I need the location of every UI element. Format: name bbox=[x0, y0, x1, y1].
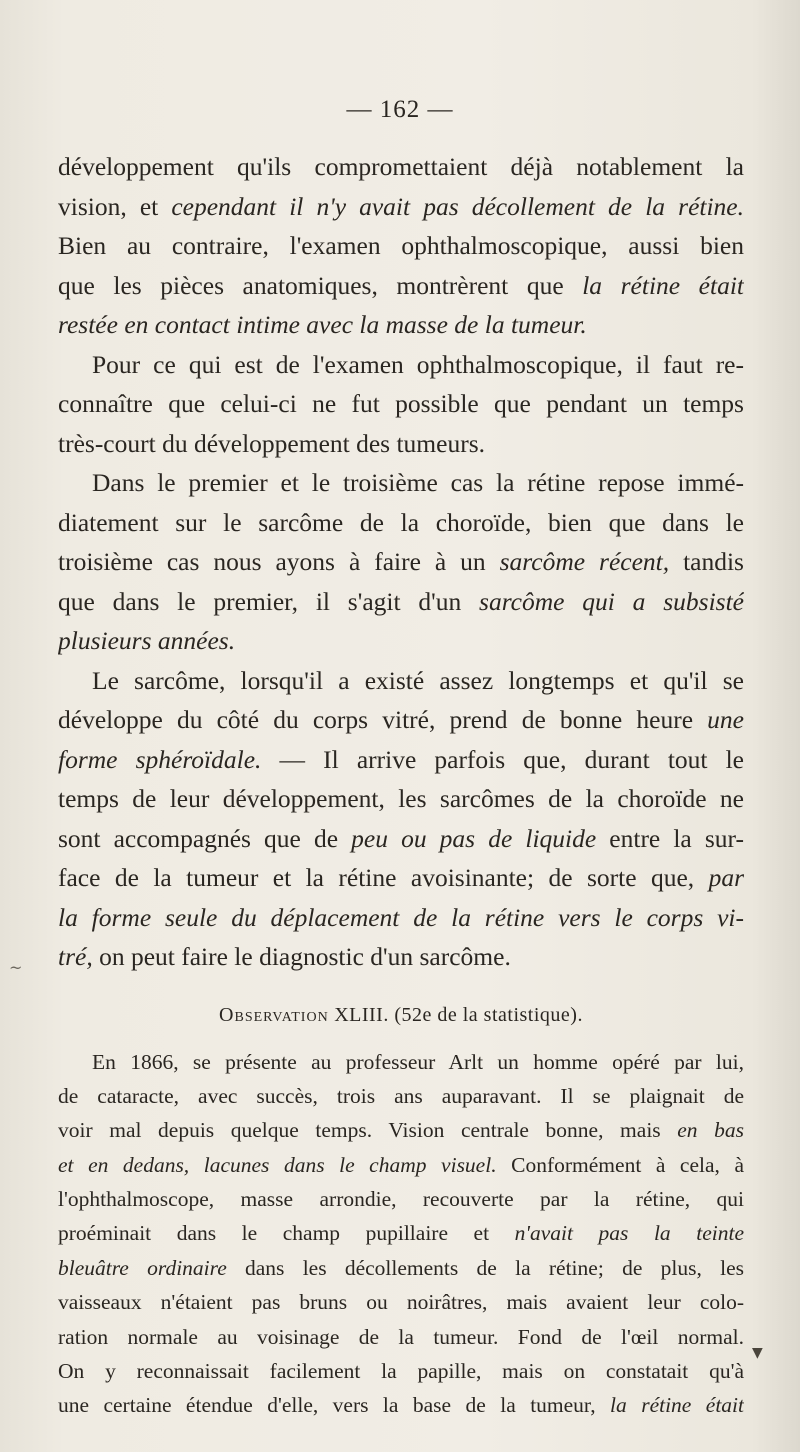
text-span: Conformément à cela, à bbox=[496, 1152, 744, 1177]
text-span: Bien au contraire, l'examen ophthalmoscopique, aussi bien bbox=[58, 231, 744, 260]
italic-text: sarcôme qui a subsisté bbox=[479, 586, 744, 616]
italic-text: peu ou pas de liquide bbox=[351, 823, 597, 853]
text-line bbox=[58, 1182, 744, 1216]
observation-number: XLIII. bbox=[334, 1003, 389, 1026]
text-span: Pour ce qui est de l'examen ophthalmoscopique, il faut re- bbox=[92, 349, 744, 379]
body-paragraphs bbox=[58, 147, 744, 977]
text-line bbox=[58, 621, 744, 661]
text-span: diatement sur le sarcôme de la choroïde, bien que dans le bbox=[58, 507, 744, 537]
text-span: ration normale au voisinage de la tumeur. Fond de l'œil normal. bbox=[58, 1324, 744, 1349]
text-span: connaître que celui-ci ne fut possible que pendant un temps bbox=[58, 389, 744, 418]
text-line bbox=[58, 858, 744, 898]
italic-text: tré, bbox=[58, 942, 93, 971]
text-span: entre la sur- bbox=[596, 823, 744, 853]
text-span: très-court du développement des tumeurs. bbox=[58, 428, 486, 458]
text-line bbox=[58, 1113, 744, 1147]
text-line bbox=[58, 266, 744, 306]
text-line bbox=[58, 819, 744, 859]
text-span: tandis bbox=[669, 547, 744, 576]
text-line bbox=[58, 147, 744, 187]
text-span: troisième cas nous ayons à faire à un bbox=[58, 547, 500, 576]
text-span: l'ophthalmoscope, masse arrondie, recouverte par la rétine, qui bbox=[58, 1187, 744, 1212]
text-span: de cataracte, avec succès, trois ans auparavant. Il se plaignait de bbox=[58, 1083, 744, 1108]
text-line bbox=[58, 937, 744, 977]
observation-note: (52e de la statistique). bbox=[394, 1003, 583, 1026]
italic-text: plusieurs années. bbox=[58, 626, 236, 655]
text-line bbox=[58, 424, 744, 464]
text-line bbox=[58, 503, 744, 543]
text-span: développe du côté du corps vitré, prend de bonne heure bbox=[58, 705, 708, 734]
italic-text: une bbox=[707, 705, 744, 734]
text-span: on peut faire le diagnostic d'un sarcôme. bbox=[92, 942, 511, 971]
text-line bbox=[58, 1354, 744, 1388]
text-span: que dans le premier, il s'agit d'un bbox=[58, 586, 480, 616]
text-line bbox=[58, 898, 744, 938]
text-line bbox=[58, 700, 744, 740]
observation-paragraph bbox=[58, 1045, 744, 1423]
ornament-icon: ▼ bbox=[752, 1345, 763, 1361]
text-line bbox=[58, 226, 744, 266]
italic-text: la forme seule du déplacement de la rétine vers le corps vi- bbox=[58, 902, 744, 932]
italic-text: la rétine était bbox=[610, 1393, 744, 1418]
text-line bbox=[58, 305, 744, 345]
observation-heading bbox=[58, 997, 744, 1033]
italic-text: n'avait pas la teinte bbox=[514, 1221, 744, 1246]
text-line bbox=[58, 187, 744, 227]
text-line bbox=[58, 661, 744, 701]
italic-text: sarcôme récent, bbox=[499, 547, 670, 576]
text-span: vision, et bbox=[58, 191, 172, 221]
text-span: — Il arrive parfois que, durant tout le bbox=[261, 744, 744, 774]
text-line bbox=[58, 1320, 744, 1354]
text-span: proéminait dans le champ pupillaire et bbox=[58, 1221, 515, 1246]
text-line bbox=[58, 1079, 744, 1113]
text-span: que les pièces anatomiques, montrèrent que bbox=[58, 270, 583, 300]
text-line bbox=[58, 582, 744, 622]
italic-text: et en dedans, lacunes dans le champ visuel. bbox=[58, 1152, 497, 1177]
text-span: sont accompagnés que de bbox=[58, 823, 352, 853]
text-span: temps de leur développement, les sarcômes de la choroïde ne bbox=[58, 784, 744, 813]
italic-text: bleuâtre ordinaire bbox=[58, 1255, 227, 1280]
italic-text: la rétine était bbox=[582, 270, 744, 300]
italic-text: par bbox=[708, 863, 744, 892]
text-line bbox=[58, 740, 744, 780]
observation-label: Observation bbox=[219, 1003, 329, 1026]
text-line bbox=[58, 463, 744, 503]
text-span: une certaine étendue d'elle, vers la base de la tumeur, bbox=[58, 1393, 611, 1418]
italic-text: forme sphéroïdale. bbox=[58, 744, 262, 774]
italic-text: restée en contact intime avec la masse de la tumeur. bbox=[58, 310, 587, 339]
text-span: vaisseaux n'étaient pas bruns ou noirâtres, mais avaient leur colo- bbox=[58, 1290, 744, 1315]
italic-text: en bas bbox=[677, 1118, 744, 1143]
italic-text: cependant il n'y avait pas décollement de la rétine. bbox=[171, 191, 744, 221]
text-line bbox=[58, 779, 744, 819]
text-line bbox=[58, 1388, 744, 1422]
text-line bbox=[58, 1285, 744, 1319]
text-span: Le sarcôme, lorsqu'il a existé assez longtemps et qu'il se bbox=[92, 665, 744, 695]
text-span: dans les décollements de la rétine; de plus, les bbox=[226, 1255, 744, 1280]
margin-mark: ~ bbox=[9, 958, 23, 977]
text-line bbox=[58, 345, 744, 385]
text-span: voir mal depuis quelque temps. Vision centrale bonne, mais bbox=[58, 1118, 678, 1143]
text-line bbox=[58, 1148, 744, 1182]
text-line bbox=[58, 542, 744, 582]
text-line bbox=[58, 1216, 744, 1250]
page-number: — 162 — bbox=[346, 96, 454, 123]
text-span: Dans le premier et le troisième cas la rétine repose immé- bbox=[92, 468, 744, 497]
text-span: On y reconnaissait facilement la papille, mais on constatait qu'à bbox=[58, 1359, 744, 1384]
text-line bbox=[58, 1045, 744, 1079]
text-span: En 1866, se présente au professeur Arlt un homme opéré par lui, bbox=[92, 1049, 744, 1074]
text-span: développement qu'ils compromettaient déjà notablement la bbox=[58, 152, 744, 181]
text-span: face de la tumeur et la rétine avoisinante; de sorte que, bbox=[58, 863, 709, 892]
text-line bbox=[58, 384, 744, 424]
text-line bbox=[58, 1251, 744, 1285]
main-text bbox=[58, 147, 744, 1423]
